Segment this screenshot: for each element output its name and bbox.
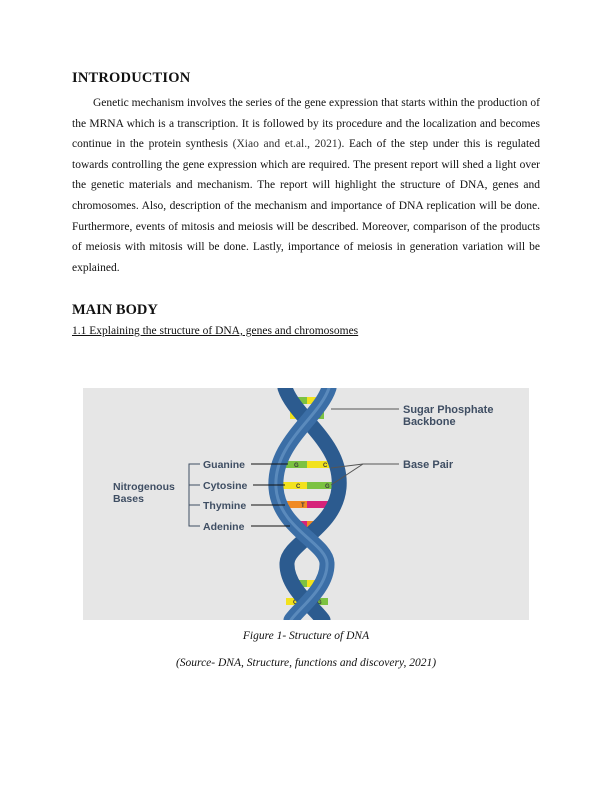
introduction-paragraph — [72, 93, 540, 278]
label-adenine: Adenine — [203, 521, 245, 533]
label-base-pair: Base Pair — [403, 459, 454, 471]
rung-letter: C — [323, 463, 328, 469]
rung-letter: G — [293, 582, 298, 588]
rung-letter: T — [301, 503, 305, 509]
rung-letter: G — [316, 414, 321, 420]
rung-letter: G — [294, 399, 299, 405]
intro-text-part2: . Each of the step under this is regulated towards controlling the gene expression which are required. The present report will shed a light over the genetic materials and mechanism. The report will highlight the structure of DNA, genes and chromosomes. Also, description of the mechanism and importance of DNA replication will be done. Furthermore, events of mitosis and meiosis will be described. Moreover, comparison of the products of meiosis with mitosis will be done. Lastly, importance of meiosis in generation variation will be explained. — [72, 138, 541, 274]
label-bases: Bases — [113, 493, 144, 505]
intro-citation: (Xiao and et.al., 2021) — [232, 138, 342, 151]
label-thymine: Thymine — [203, 500, 247, 512]
main-body-heading: MAIN BODY — [72, 302, 158, 318]
label-backbone: Backbone — [403, 416, 456, 428]
figure-source: (Source- DNA, Structure, functions and discovery, 2021) — [175, 657, 437, 669]
figure-caption: Figure 1- Structure of DNA — [242, 630, 370, 642]
label-cytosine: Cytosine — [203, 480, 248, 492]
label-nitrogenous: Nitrogenous — [113, 481, 175, 493]
rung-letter: C — [293, 600, 298, 606]
dna-diagram — [83, 388, 529, 620]
rung-letter: C — [296, 414, 301, 420]
rung-letter: A — [294, 523, 299, 529]
section-heading-1-1: 1.1 Explaining the structure of DNA, genes and chromosomes — [72, 325, 359, 337]
rung-letter: G — [317, 582, 322, 588]
label-sugar-phosphate: Sugar Phosphate — [403, 404, 494, 416]
rung-letter: C — [296, 484, 301, 490]
bracket-line — [189, 464, 196, 526]
rung-letter: C — [324, 399, 329, 405]
intro-text-part1: Genetic mechanism involves the series of the gene expression that starts within the production of the MRNA which is a transcription. It is followed by its procedure and the localization and becomes continue in the protein synthesis — [72, 97, 540, 151]
rung-letter: G — [317, 600, 322, 606]
rung-letter: G — [325, 484, 330, 490]
rung-letter: G — [294, 463, 299, 469]
label-guanine: Guanine — [203, 459, 246, 471]
dna-structure-figure — [83, 388, 529, 620]
rung-letter: T — [316, 523, 320, 529]
introduction-heading: INTRODUCTION — [72, 70, 191, 86]
rung-letter: A — [327, 503, 332, 509]
